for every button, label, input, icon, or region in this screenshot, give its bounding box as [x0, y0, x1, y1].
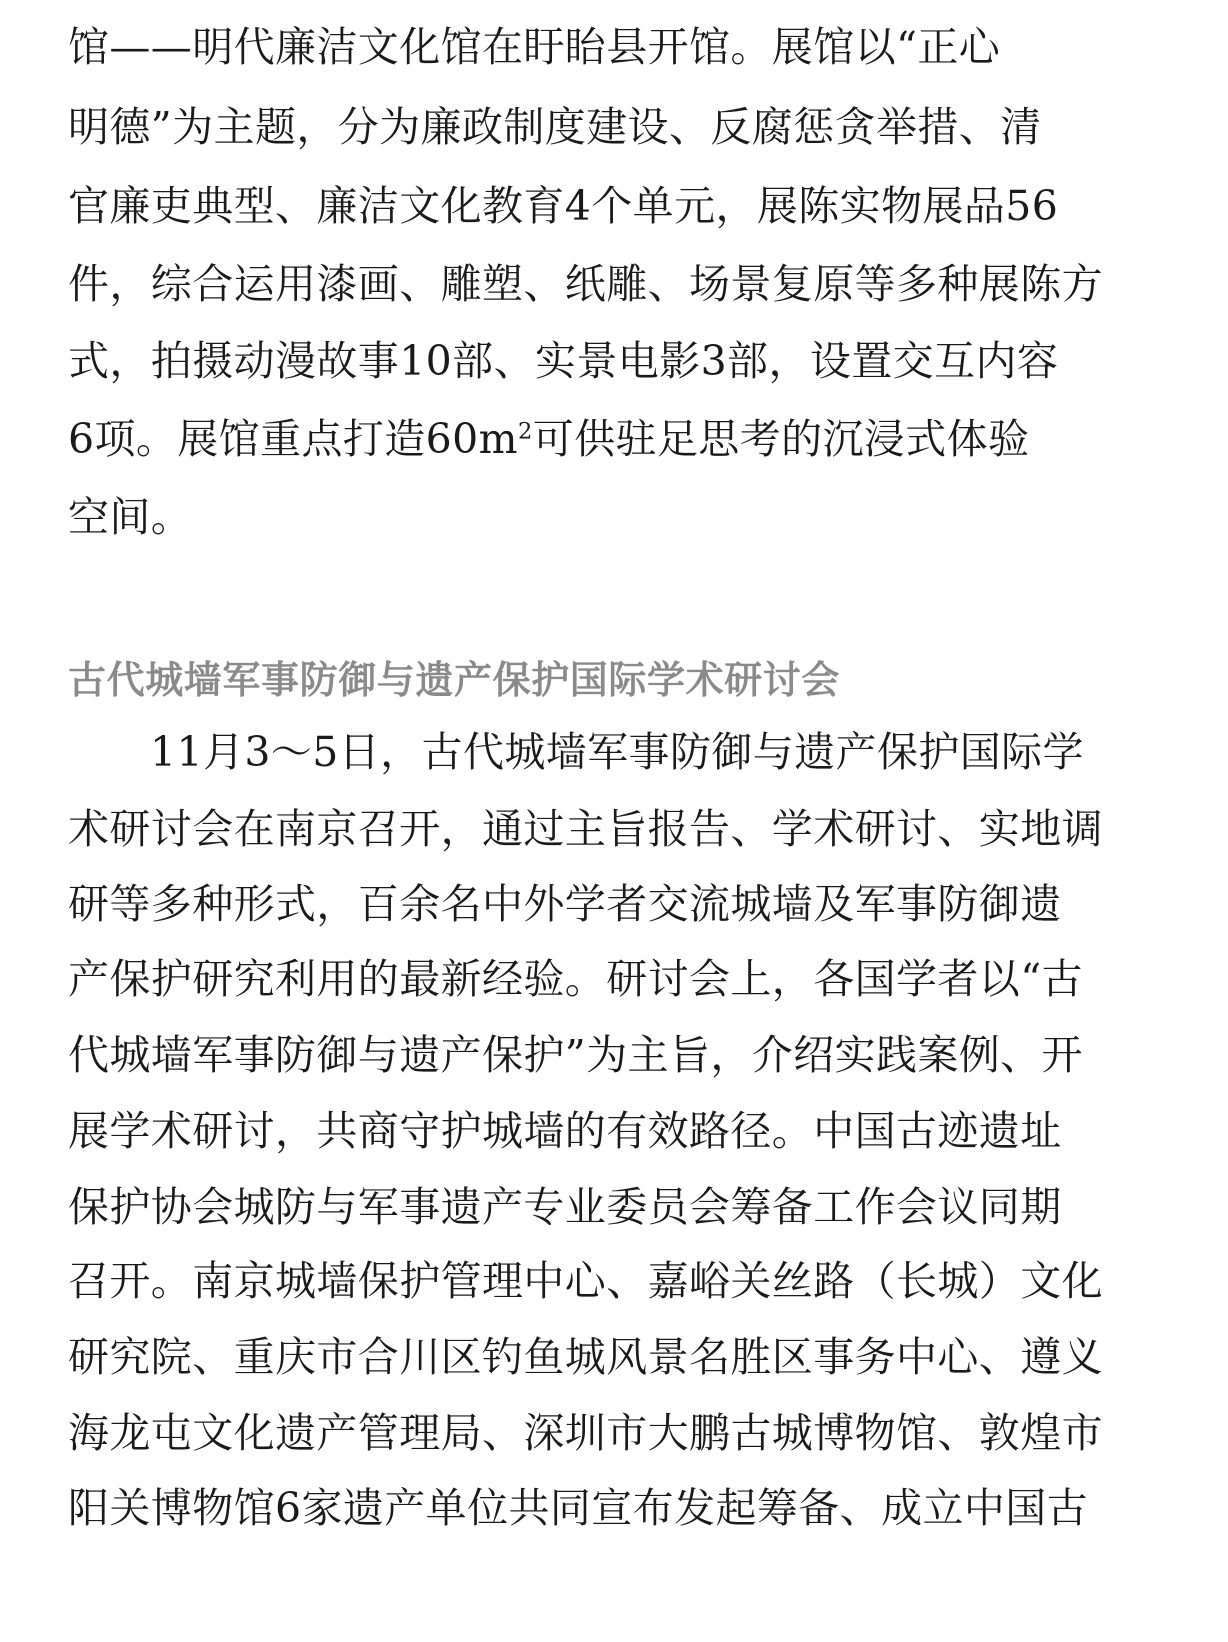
superscript-exponent: 2: [517, 418, 533, 445]
paragraph1-line-2: 明德”为主题，分为廉政制度建设、反腐惩贪举措、清: [68, 103, 1042, 151]
paragraph1-line-5: 式，拍摄动漫故事10部、实景电影3部，设置交互内容: [68, 337, 1059, 385]
paragraph1-line-6: [68, 409, 1030, 469]
paragraph1-line-3: 官廉吏典型、廉洁文化教育4个单元，展陈实物展品56: [68, 182, 1059, 230]
paragraph2-line-6: 展学术研讨，共商守护城墙的有效路径。中国古迹遗址: [68, 1107, 1062, 1155]
paragraph2-line-9: 研究院、重庆市合川区钓鱼城风景名胜区事务中心、遵义: [68, 1333, 1103, 1381]
paragraph2-line-3: 研等多种形式，百余名中外学者交流城墙及军事防御遗: [68, 880, 1062, 928]
section-heading: 古代城墙军事防御与遗产保护国际学术研讨会: [68, 658, 841, 702]
paragraph2-line-1: 11月3～5日，古代城墙军事防御与遗产保护国际学: [150, 728, 1084, 776]
paragraph2-line-8: 召开。南京城墙保护管理中心、嘉峪关丝路（长城）文化: [68, 1257, 1103, 1305]
paragraph1-line-6-text-rest: 可供驻足思考的沉浸式体验: [532, 415, 1030, 463]
paragraph2-line-7: 保护协会城防与军事遗产专业委员会筹备工作会议同期: [68, 1183, 1062, 1231]
paragraph1-line-1: 馆——明代廉洁文化馆在盱眙县开馆。展馆以“正心: [68, 23, 1001, 71]
paragraph2-line-2: 术研讨会在南京召开，通过主旨报告、学术研讨、实地调: [68, 805, 1103, 853]
paragraph2-line-4: 产保护研究利用的最新经验。研讨会上，各国学者以“古: [68, 955, 1083, 1003]
paragraph1-line-7: 空间。: [68, 493, 193, 541]
paragraph1-line-4: 件，综合运用漆画、雕塑、纸雕、场景复原等多种展陈方: [68, 260, 1103, 308]
paragraph1-line-6-text: 6项。展馆重点打造60m: [68, 415, 518, 463]
paragraph2-line-5: 代城墙军事防御与遗产保护”为主旨，介绍实践案例、开: [68, 1031, 1083, 1079]
paragraph2-line-10: 海龙屯文化遗产管理局、深圳市大鹏古城博物馆、敦煌市: [68, 1409, 1103, 1457]
paragraph2-line-11: 阳关博物馆6家遗产单位共同宣布发起筹备、成立中国古: [68, 1484, 1089, 1532]
